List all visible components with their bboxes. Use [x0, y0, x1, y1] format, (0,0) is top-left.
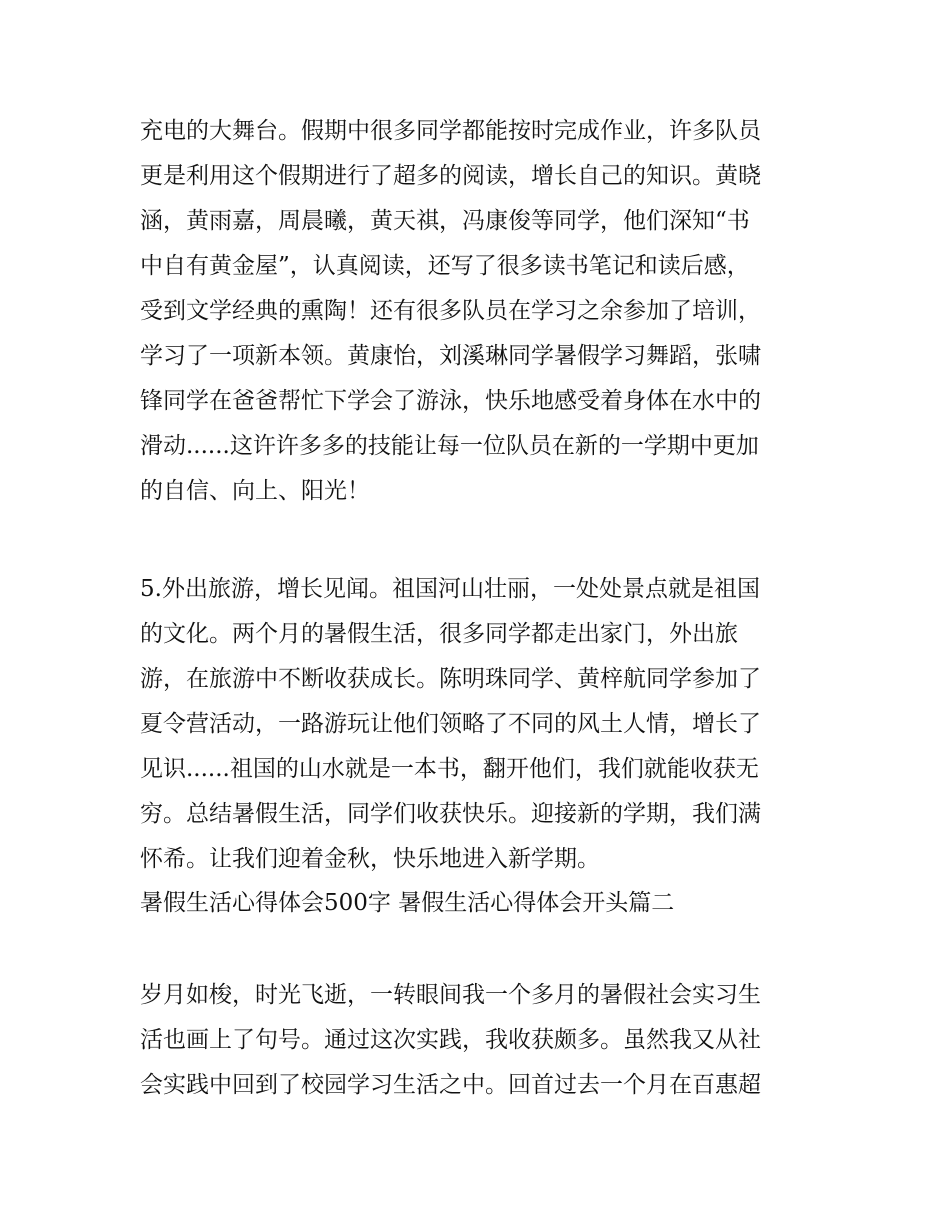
text-line: 学习了一项新本领。黄康怡，刘溪琳同学暑假学习舞蹈，张啸	[140, 343, 761, 369]
text-line: 活也画上了句号。通过这次实践，我收获颇多。虽然我又从社	[140, 1027, 761, 1053]
text-line: 穷。总结暑假生活，同学们收获快乐。迎接新的学期，我们满	[140, 801, 761, 827]
text-line: 受到文学经典的熏陶！还有很多队员在学习之余参加了培训，	[140, 298, 761, 324]
text-line: 充电的大舞台。假期中很多同学都能按时完成作业，许多队员	[140, 118, 761, 144]
text-line: 游，在旅游中不断收获成长。陈明珠同学、黄梓航同学参加了	[140, 666, 761, 692]
text-line: 会实践中回到了校园学习生活之中。回首过去一个月在百惠超	[140, 1072, 761, 1098]
text-line: 的文化。两个月的暑假生活，很多同学都走出家门，外出旅	[140, 621, 738, 647]
section-heading	[140, 883, 820, 923]
text-line: 夏令营活动，一路游玩让他们领略了不同的风土人情，增长了	[140, 711, 761, 737]
paragraph-practice	[140, 973, 820, 1108]
text-line: 怀希。让我们迎着金秋，快乐地进入新学期。	[140, 846, 600, 872]
text-line: 5.外出旅游，增长见闻。祖国河山壮丽，一处处景点就是祖国	[140, 576, 760, 602]
text-line: 更是利用这个假期进行了超多的阅读，增长自己的知识。黄晓	[140, 163, 761, 189]
paragraph-talents	[140, 109, 820, 514]
text-line: 岁月如梭，时光飞逝，一转眼间我一个多月的暑假社会实习生	[140, 982, 761, 1008]
heading-line: 暑假生活心得体会500字 暑假生活心得体会开头篇二	[140, 890, 675, 916]
paragraph-travel	[140, 567, 820, 882]
text-line: 见识......祖国的山水就是一本书，翻开他们，我们就能收获无	[140, 756, 759, 782]
text-line: 锋同学在爸爸帮忙下学会了游泳，快乐地感受着身体在水中的	[140, 388, 761, 414]
text-line: 滑动......这许许多多的技能让每一位队员在新的一学期中更加	[140, 433, 759, 459]
text-line: 涵，黄雨嘉，周晨曦，黄天祺，冯康俊等同学，他们深知“书	[140, 208, 750, 234]
text-line: 的自信、向上、阳光！	[140, 478, 370, 504]
text-line: 中自有黄金屋”，认真阅读，还写了很多读书笔记和读后感，	[140, 253, 750, 279]
